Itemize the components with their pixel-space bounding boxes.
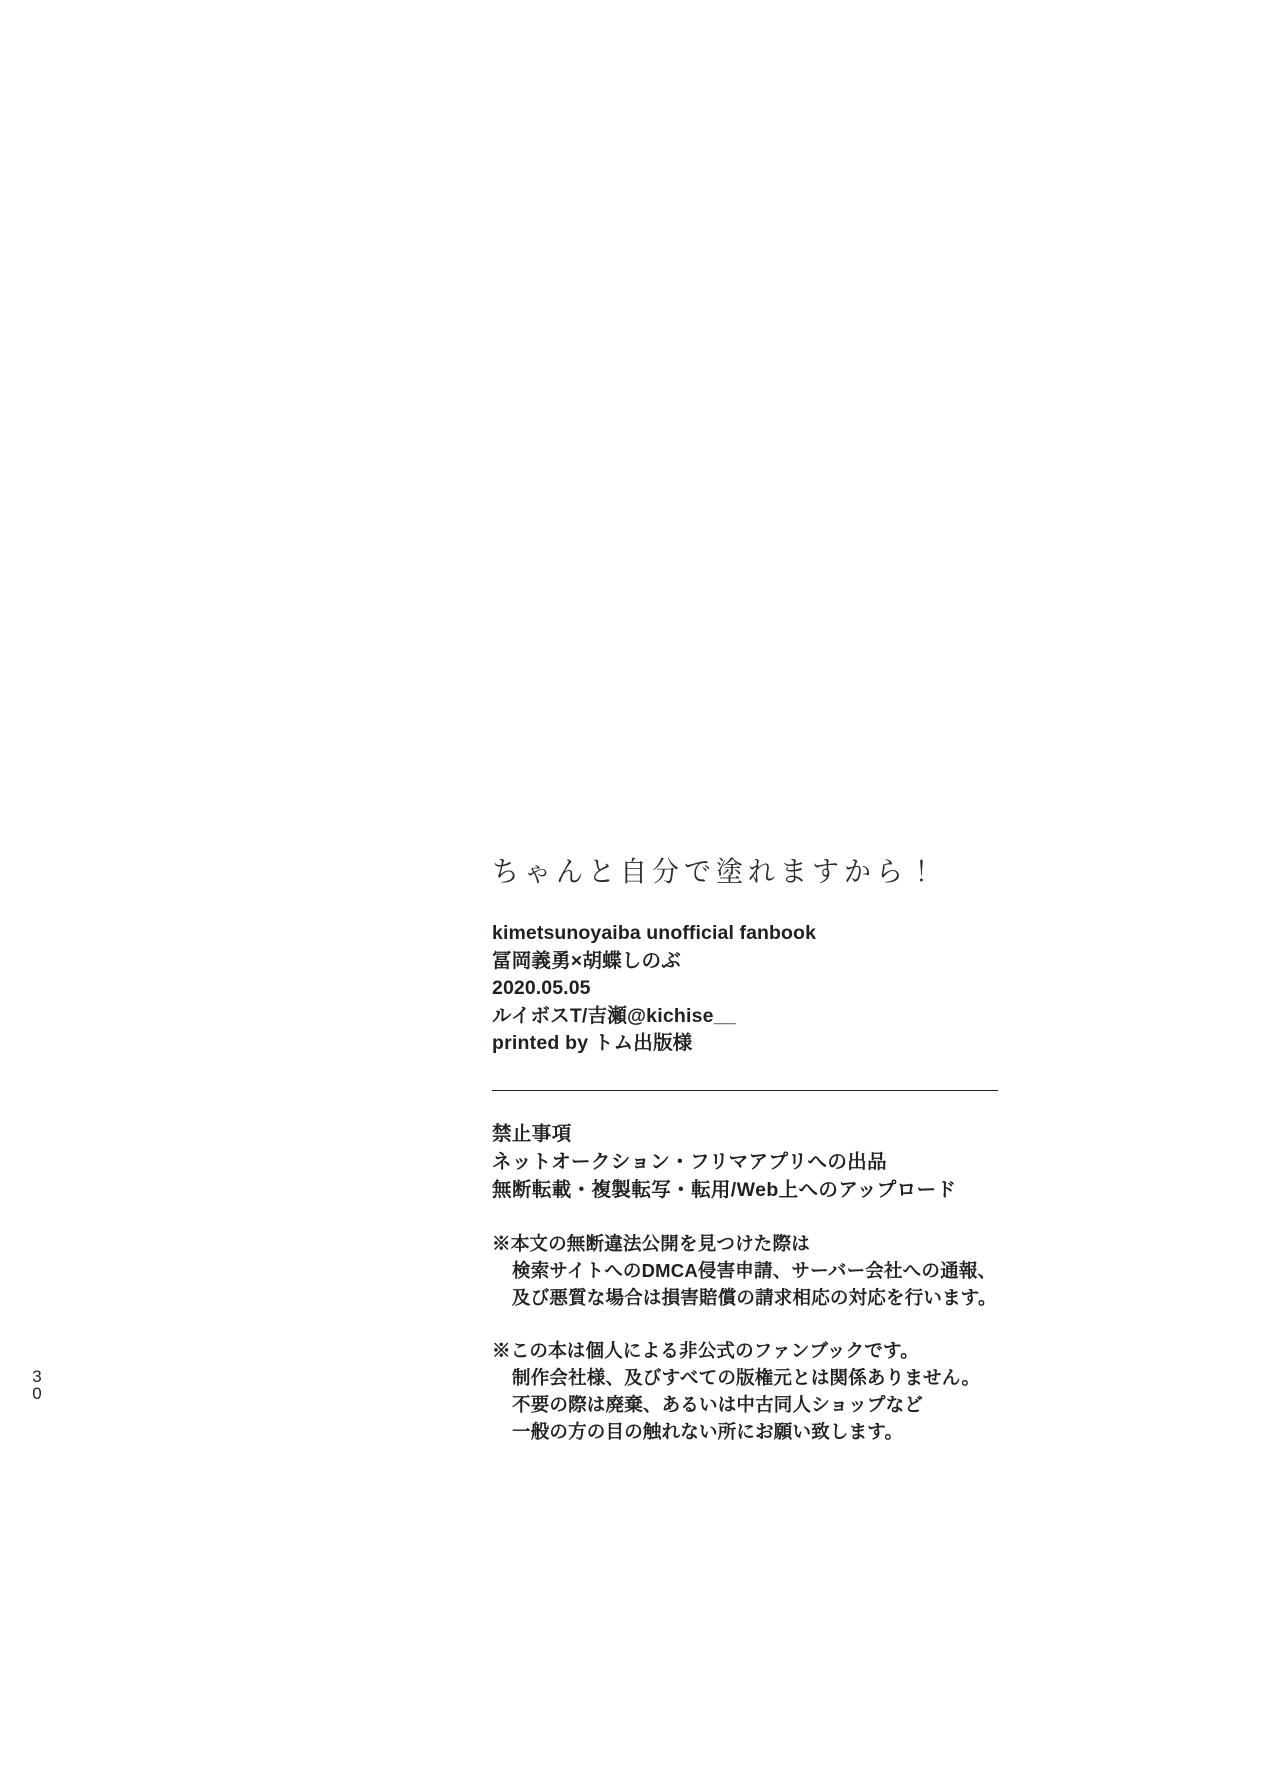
note-block-dmca xyxy=(492,1230,998,1311)
horizontal-divider xyxy=(492,1090,998,1091)
note-line-disclaimer-1: ※この本は個人による非公式のファンブックです。 xyxy=(492,1339,919,1361)
page-number-digit-2: 0 xyxy=(32,1384,42,1403)
prohibitions-heading: 禁止事項 xyxy=(492,1122,572,1145)
prohibitions-line-auction: ネットオークション・フリマアプリへの出品 xyxy=(492,1150,888,1173)
page-number-digit-1: 3 xyxy=(32,1367,42,1386)
colophon-block xyxy=(492,855,998,1445)
note-line-dmca-2: 検索サイトへのDMCA侵害申請、サーバー会社への通報、 xyxy=(512,1259,997,1281)
credits-list xyxy=(492,920,998,1058)
handwritten-title: ちゃんと自分で塗れますから！ xyxy=(492,856,940,889)
prohibitions-block xyxy=(492,1120,998,1204)
note-line-dmca-1: ※本文の無断違法公開を見つけた際は xyxy=(492,1232,810,1254)
credit-line-circle: ルイボスT/吉瀬@kichise__ xyxy=(492,1004,736,1027)
credit-line-printer: printed by トム出版様 xyxy=(492,1032,693,1054)
note-line-disclaimer-3: 不要の際は廃棄、あるいは中古同人ショップなど xyxy=(512,1393,924,1415)
note-line-disclaimer-4: 一般の方の目の触れない所にお願い致します。 xyxy=(512,1420,904,1442)
note-line-dmca-3: 及び悪質な場合は損害賠償の請求相応の対応を行います。 xyxy=(512,1286,997,1308)
note-line-disclaimer-2: 制作会社様、及びすべての版権元とは関係ありません。 xyxy=(512,1366,981,1388)
credit-line-fanbook: kimetsunoyaiba unofficial fanbook xyxy=(492,922,817,944)
credit-line-pairing: 冨岡義勇×胡蝶しのぶ xyxy=(492,949,681,972)
note-block-disclaimer xyxy=(492,1337,998,1445)
credit-line-date: 2020.05.05 xyxy=(492,977,591,999)
prohibitions-line-reproduction: 無断転載・複製転写・転用/Web上へのアップロード xyxy=(492,1178,957,1201)
page-number xyxy=(26,1368,48,1402)
